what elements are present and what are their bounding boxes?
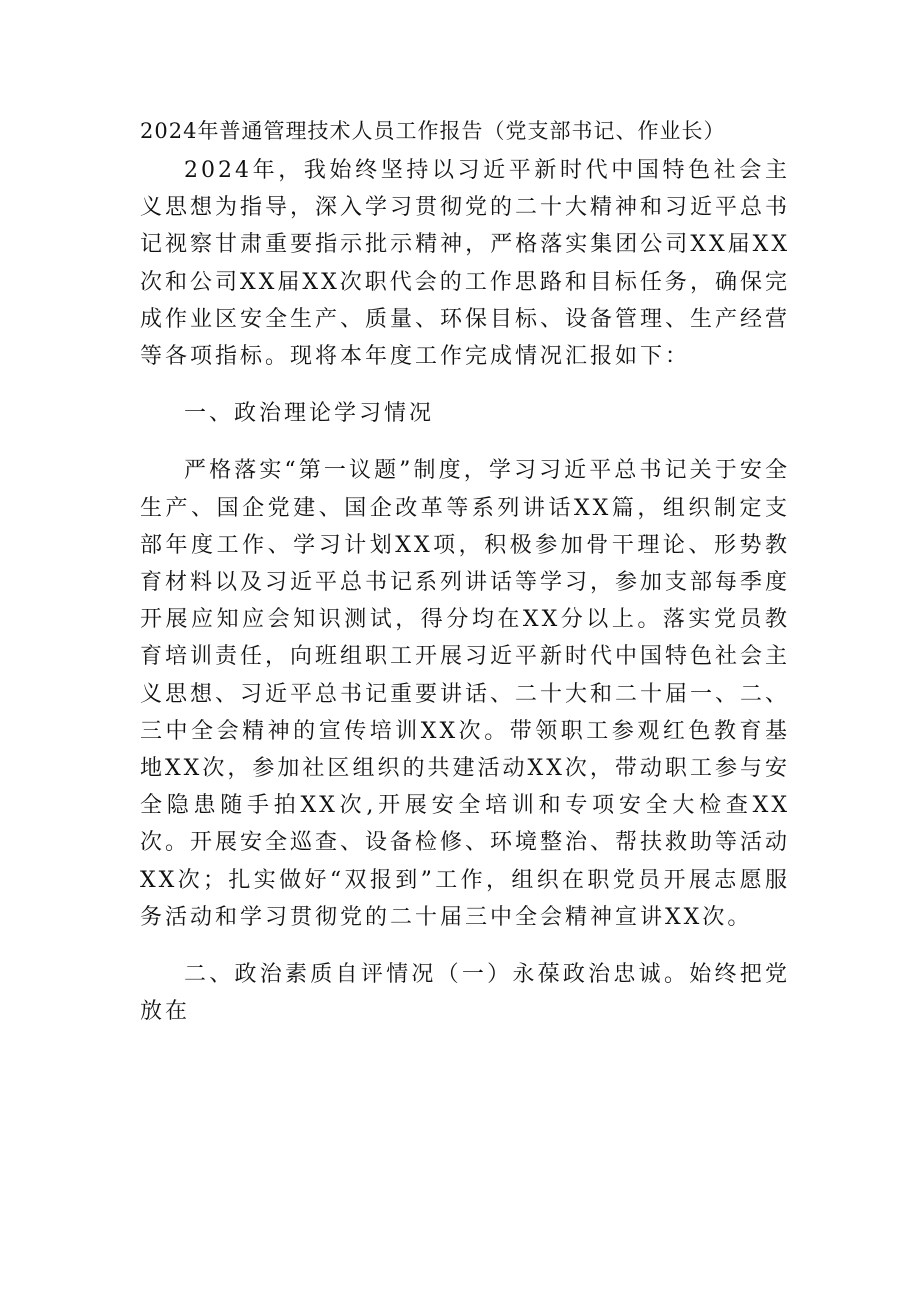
paragraph-gap xyxy=(140,936,790,956)
paragraph-gap xyxy=(140,375,790,395)
document-title: 2024年普通管理技术人员工作报告（党支部书记、作业长） xyxy=(140,119,726,143)
paragraph-gap xyxy=(140,432,790,452)
section-1-paragraph: 严格落实“第一议题”制度，学习习近平总书记关于安全生产、国企党建、国企改革等系列讲话XX篇，组织制定支部年度工作、学习计划XX项，积极参加骨干理论、形势教育材料以及习近平总书记系列讲话等学习，参加支部每季度开展应知应会知识测试，得分均在XX分以上。落实党员教育培训责任，向班组职工开展习近平新时代中国特色社会主义思想、习近平总书记重要讲话、二十大和二十届一、二、三中全会精神的宣传培训XX次。带领职工参观红色教育基地XX次，参加社区组织的共建活动XX次，带动职工参与安全隐患随手拍XX次,开展安全培训和专项安全大检查XX次。开展安全巡查、设备检修、环境整治、帮扶救助等活动XX次；扎实做好“双报到”工作，组织在职党员开展志愿服务活动和学习贯彻党的二十届三中全会精神宣讲XX次。 xyxy=(140,458,791,930)
section-1-heading: 一、政治理论学习情况 xyxy=(184,401,435,427)
document-body xyxy=(140,110,790,1030)
intro-paragraph: 2024年，我始终坚持以习近平新时代中国特色社会主义思想为指导，深入学习贯彻党的二十大精神和习近平总书记视察甘肃重要指示批示精神，严格落实集团公司XX届XX次和公司XX届XX次职代会的工作思路和目标任务，确保完成作业区安全生产、质量、环保目标、设备管理、生产经营等各项指标。现将本年度工作完成情况汇报如下： xyxy=(140,158,791,370)
section-2-paragraph: 二、政治素质自评情况（一）永葆政治忠诚。始终把党放在 xyxy=(140,962,790,1025)
